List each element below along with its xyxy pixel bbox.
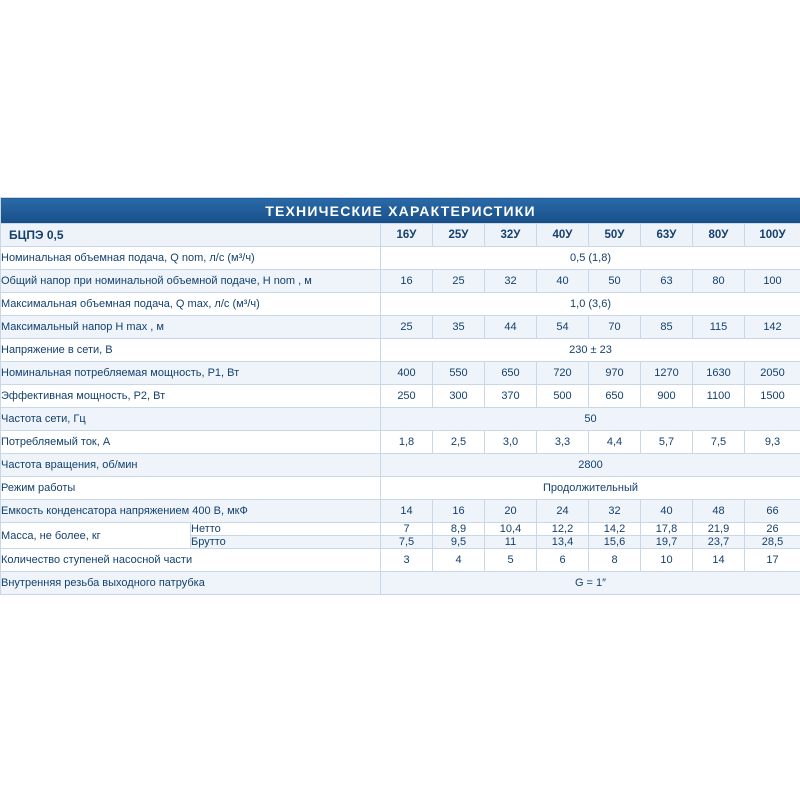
table-row	[1, 270, 800, 293]
row-label: Частота сети, Гц	[1, 408, 381, 431]
column-header-6: 80У	[693, 224, 745, 247]
row-value: 15,6	[589, 536, 641, 549]
row-label: Максимальная объемная подача, Q max, л/с (м³/ч)	[1, 293, 381, 316]
row-label: Номинальная объемная подача, Q nom, л/с (м³/ч)	[1, 247, 381, 270]
row-value: 100	[745, 270, 800, 293]
row-value: 40	[641, 500, 693, 523]
row-value: 650	[589, 385, 641, 408]
column-header-5: 63У	[641, 224, 693, 247]
column-header-4: 50У	[589, 224, 641, 247]
row-value: 32	[485, 270, 537, 293]
row-value: 8	[589, 549, 641, 572]
row-value: 25	[433, 270, 485, 293]
column-header-3: 40У	[537, 224, 589, 247]
row-label: Напряжение в сети, В	[1, 339, 381, 362]
row-label: Емкость конденсатора напряжением 400 В, мкФ	[1, 500, 381, 523]
row-value: 500	[537, 385, 589, 408]
row-value: 142	[745, 316, 800, 339]
row-label: Максимальный напор H max , м	[1, 316, 381, 339]
row-value: 3	[381, 549, 433, 572]
table-title-row	[1, 198, 800, 224]
table-row	[1, 431, 800, 454]
row-label: Потребляемый ток, А	[1, 431, 381, 454]
row-merged-value: 50	[381, 408, 800, 431]
row-value: 28,5	[745, 536, 800, 549]
row-value: 25	[381, 316, 433, 339]
row-value: 44	[485, 316, 537, 339]
row-value: 720	[537, 362, 589, 385]
row-value: 250	[381, 385, 433, 408]
row-value: 1100	[693, 385, 745, 408]
row-value: 16	[381, 270, 433, 293]
row-label: Частота вращения, об/мин	[1, 454, 381, 477]
table-row	[1, 339, 800, 362]
row-value: 8,9	[433, 523, 485, 536]
table-row	[1, 362, 800, 385]
table-row	[1, 385, 800, 408]
row-value: 70	[589, 316, 641, 339]
row-value: 66	[745, 500, 800, 523]
table-row	[1, 500, 800, 523]
table-row	[1, 572, 800, 595]
spec-table-container	[0, 197, 800, 595]
row-merged-value: 230 ± 23	[381, 339, 800, 362]
model-name-cell: БЦПЭ 0,5	[1, 224, 381, 247]
row-label: Количество ступеней насосной части	[1, 549, 381, 572]
row-value: 9,3	[745, 431, 800, 454]
mass-brutto-label: Брутто	[191, 536, 381, 549]
row-value: 7	[381, 523, 433, 536]
row-value: 48	[693, 500, 745, 523]
row-value: 300	[433, 385, 485, 408]
row-merged-value: 1,0 (3,6)	[381, 293, 800, 316]
table-row	[1, 316, 800, 339]
row-value: 12,2	[537, 523, 589, 536]
row-value: 6	[537, 549, 589, 572]
row-merged-value: 0,5 (1,8)	[381, 247, 800, 270]
mass-group-label: Масса, не более, кг	[1, 523, 191, 549]
row-value: 2,5	[433, 431, 485, 454]
row-merged-value: G = 1″	[381, 572, 800, 595]
row-value: 370	[485, 385, 537, 408]
row-value: 24	[537, 500, 589, 523]
row-value: 1,8	[381, 431, 433, 454]
row-value: 1500	[745, 385, 800, 408]
row-value: 1270	[641, 362, 693, 385]
row-value: 23,7	[693, 536, 745, 549]
row-value: 16	[433, 500, 485, 523]
row-value: 50	[589, 270, 641, 293]
row-label: Общий напор при номинальной объемной подаче, H nom , м	[1, 270, 381, 293]
row-value: 54	[537, 316, 589, 339]
row-label: Номинальная потребляемая мощность, P1, Вт	[1, 362, 381, 385]
column-header-0: 16У	[381, 224, 433, 247]
row-value: 900	[641, 385, 693, 408]
row-value: 5	[485, 549, 537, 572]
row-merged-value: 2800	[381, 454, 800, 477]
model-header-row	[1, 224, 800, 247]
row-value: 970	[589, 362, 641, 385]
row-value: 14	[693, 549, 745, 572]
technical-specifications-table	[0, 197, 800, 595]
row-value: 3,0	[485, 431, 537, 454]
row-merged-value: Продолжительный	[381, 477, 800, 500]
table-row	[1, 477, 800, 500]
mass-netto-label: Нетто	[191, 523, 381, 536]
column-header-1: 25У	[433, 224, 485, 247]
row-value: 40	[537, 270, 589, 293]
row-label: Режим работы	[1, 477, 381, 500]
row-value: 1630	[693, 362, 745, 385]
row-value: 11	[485, 536, 537, 549]
row-value: 35	[433, 316, 485, 339]
row-value: 9,5	[433, 536, 485, 549]
row-value: 20	[485, 500, 537, 523]
table-row	[1, 454, 800, 477]
row-value: 21,9	[693, 523, 745, 536]
row-value: 85	[641, 316, 693, 339]
row-value: 5,7	[641, 431, 693, 454]
table-title: ТЕХНИЧЕСКИЕ ХАРАКТЕРИСТИКИ	[1, 198, 800, 224]
row-value: 14	[381, 500, 433, 523]
column-header-7: 100У	[745, 224, 800, 247]
row-value: 7,5	[381, 536, 433, 549]
row-value: 7,5	[693, 431, 745, 454]
row-value: 32	[589, 500, 641, 523]
table-row-mass-netto	[1, 523, 800, 536]
row-value: 115	[693, 316, 745, 339]
row-value: 63	[641, 270, 693, 293]
row-value: 10,4	[485, 523, 537, 536]
row-value: 400	[381, 362, 433, 385]
table-row	[1, 408, 800, 431]
row-value: 14,2	[589, 523, 641, 536]
row-value: 19,7	[641, 536, 693, 549]
row-value: 80	[693, 270, 745, 293]
table-row	[1, 247, 800, 270]
table-row	[1, 549, 800, 572]
row-value: 4	[433, 549, 485, 572]
row-value: 10	[641, 549, 693, 572]
table-row	[1, 293, 800, 316]
row-value: 13,4	[537, 536, 589, 549]
row-value: 17,8	[641, 523, 693, 536]
row-value: 17	[745, 549, 800, 572]
row-value: 26	[745, 523, 800, 536]
row-value: 550	[433, 362, 485, 385]
row-label: Эффективная мощность, P2, Вт	[1, 385, 381, 408]
row-value: 2050	[745, 362, 800, 385]
row-value: 650	[485, 362, 537, 385]
row-value: 4,4	[589, 431, 641, 454]
row-label: Внутренняя резьба выходного патрубка	[1, 572, 381, 595]
row-value: 3,3	[537, 431, 589, 454]
column-header-2: 32У	[485, 224, 537, 247]
